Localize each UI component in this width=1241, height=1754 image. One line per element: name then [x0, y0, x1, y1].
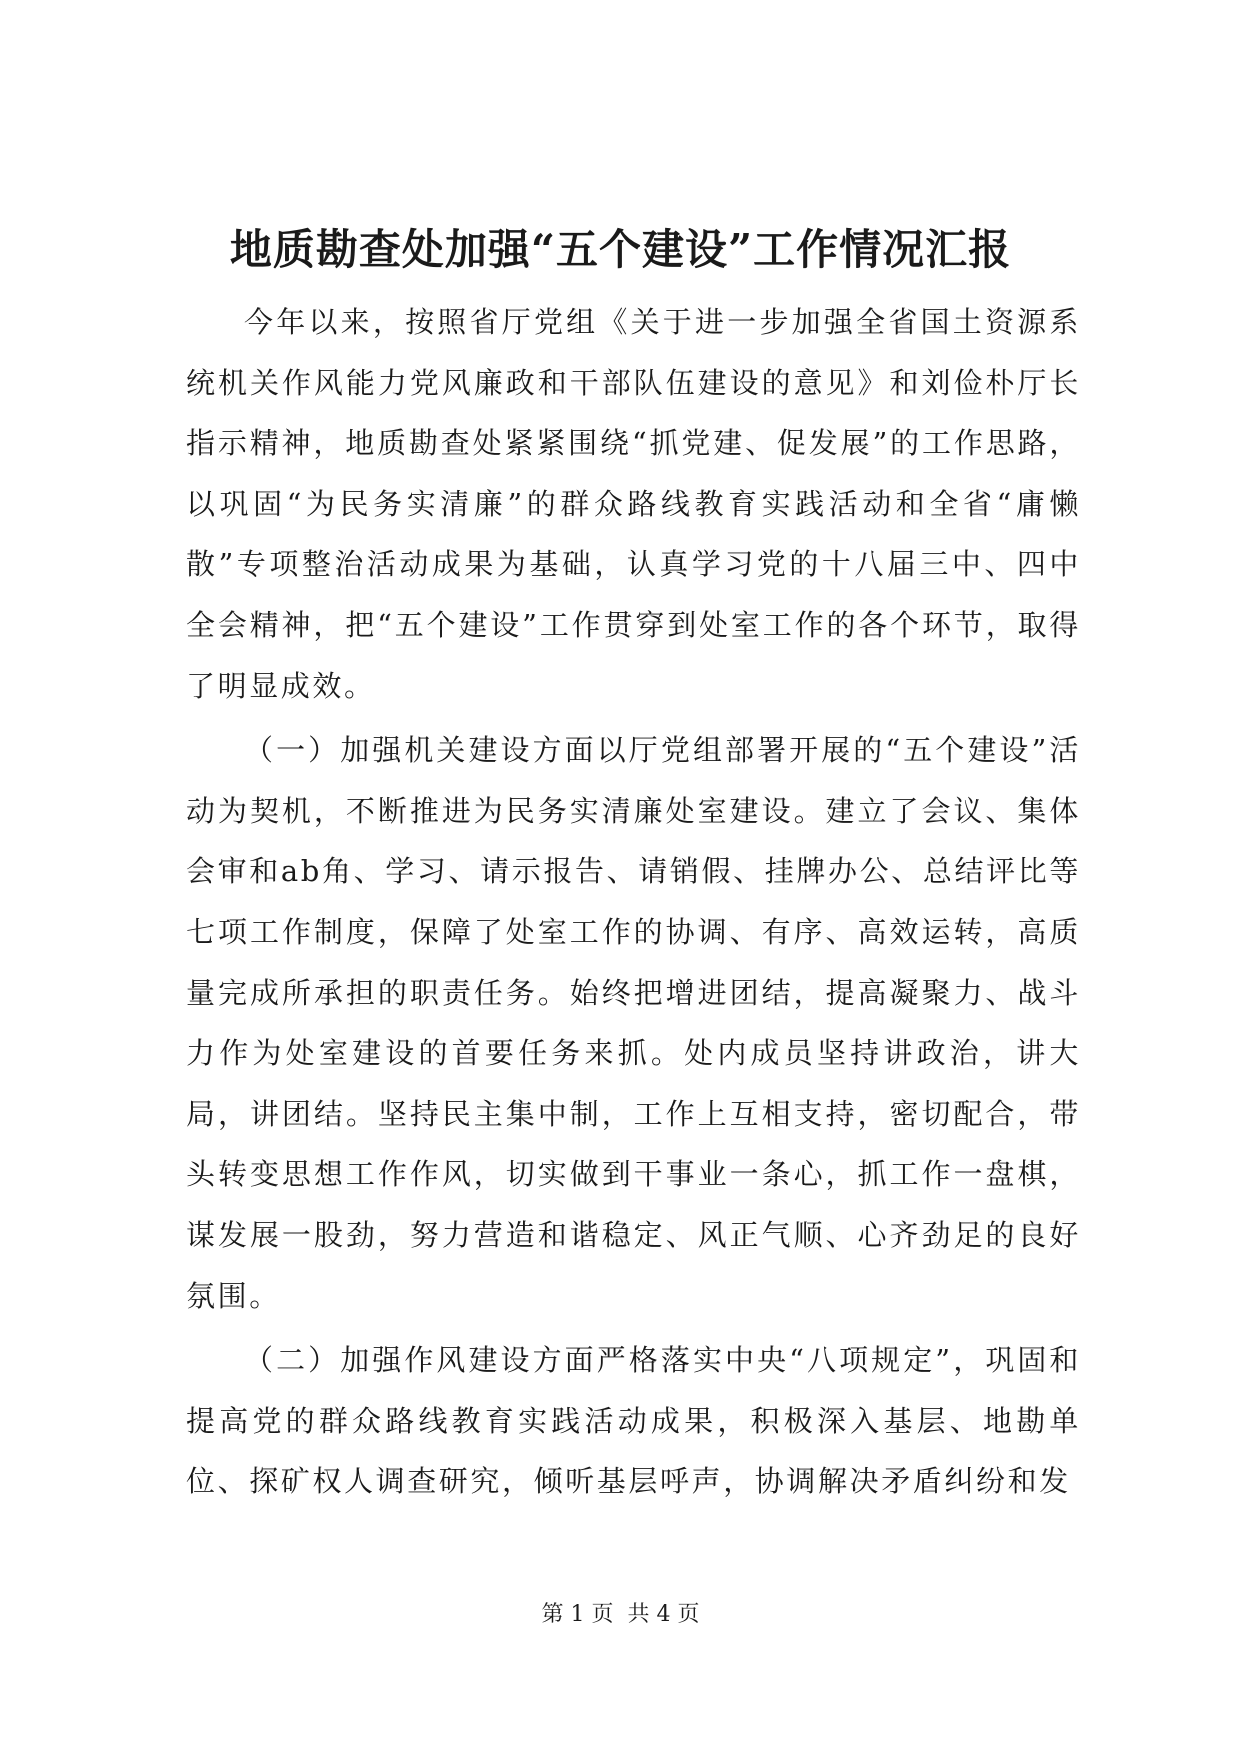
page-footer [0, 1600, 1241, 1630]
paragraph-intro: 今年以来，按照省厅党组《关于进一步加强全省国土资源系统机关作风能力党风廉政和干部队伍建设的意见》和刘俭朴厅长指示精神，地质勘查处紧紧围绕“抓党建、促发展”的工作思路，以巩固“为民务实清廉”的群众路线教育实践活动和全省“庸懒散”专项整治活动成果为基础，认真学习党的十八届三中、四中全会精神，把“五个建设”工作贯穿到处室工作的各个环节，取得了明显成效。 [186, 305, 1081, 703]
document-title: 地质勘查处加强“五个建设”工作情况汇报 [229, 225, 1012, 274]
document-body [186, 292, 1081, 1516]
paragraph-section-2: （二）加强作风建设方面严格落实中央“八项规定”，巩固和提高党的群众路线教育实践活动成果，积极深入基层、地勘单位、探矿权人调查研究，倾听基层呼声，协调解决矛盾纠纷和发 [186, 1343, 1081, 1499]
page-number-label: 第 1 页 共 4 页 [541, 1602, 700, 1627]
paragraph-section-1: （一）加强机关建设方面以厅党组部署开展的“五个建设”活动为契机，不断推进为民务实清廉处室建设。建立了会议、集体会审和ab角、学习、请示报告、请销假、挂牌办公、总结评比等七项工作制度，保障了处室工作的协调、有序、高效运转，高质量完成所承担的职责任务。始终把增进团结，提高凝聚力、战斗力作为处室建设的首要任务来抓。处内成员坚持讲政治，讲大局，讲团结。坚持民主集中制，工作上互相支持，密切配合，带头转变思想工作作风，切实做到干事业一条心，抓工作一盘棋，谋发展一股劲，努力营造和谐稳定、风正气顺、心齐劲足的良好氛围。 [186, 733, 1081, 1313]
